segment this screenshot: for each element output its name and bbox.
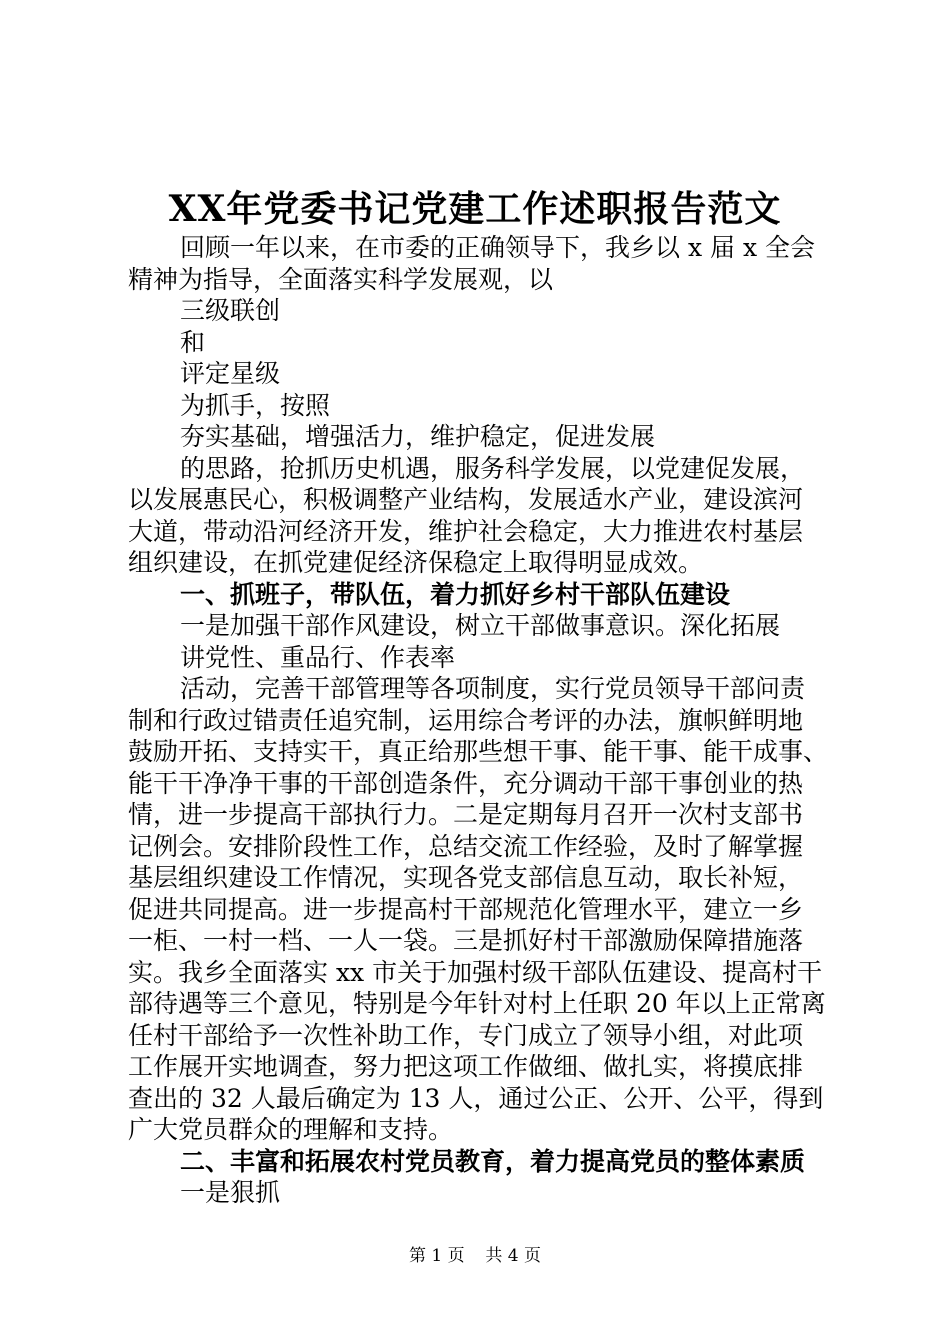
text-line: 讲党性、重品行、作表率 [180, 642, 456, 672]
text-line: 促进共同提高。进一步提高村干部规范化管理水平，建立一乡 [128, 894, 804, 924]
text-line: 制和行政过错责任追究制，运用综合考评的办法，旗帜鲜明地 [128, 705, 804, 735]
text-line: 任村干部给予一次性补助工作，专门成立了领导小组，对此项 [128, 1020, 804, 1050]
text-line: 夯实基础，增强活力，维护稳定，促进发展 [180, 422, 656, 451]
text-line: 查出的 32 人最后确定为 13 人，通过公正、公开、公平，得到 [128, 1083, 824, 1113]
text-line: 评定星级 [180, 359, 281, 388]
text-line: 活动，完善干部管理等各项制度，实行党员领导干部问责 [180, 674, 806, 703]
text-line: 能干干净净干事的干部创造条件，充分调动干部干事创业的热 [128, 768, 804, 798]
text-line: 一柜、一村一档、一人一袋。三是抓好村干部激励保障措施落 [128, 926, 804, 955]
document-body [128, 232, 848, 1209]
section-heading: 二、丰富和拓展农村党员教育，着力提高党员的整体素质 [180, 1146, 806, 1176]
section-heading: 一、抓班子，带队伍，着力抓好乡村干部队伍建设 [180, 579, 731, 609]
text-line: 一是加强干部作风建设，树立干部做事意识。深化拓展 [180, 611, 781, 640]
text-line: 情，进一步提高干部执行力。二是定期每月召开一次村支部书 [128, 800, 804, 829]
text-line: 鼓励开拓、支持实干，真正给那些想干事、能干事、能干成事、 [128, 737, 829, 766]
text-line: 大道，带动沿河经济开发，维护社会稳定，大力推进农村基层 [128, 516, 804, 546]
text-line: 以发展惠民心，积极调整产业结构，发展适水产业，建设滨河 [128, 485, 804, 514]
text-line: 一是狠抓 [180, 1178, 281, 1207]
text-line: 记例会。安排阶段性工作，总结交流工作经验，及时了解掌握 [128, 831, 804, 861]
text-line: 回顾一年以来，在市委的正确领导下，我乡以 x 届 x 全会 [180, 233, 815, 262]
text-line: 三级联创 [180, 296, 281, 325]
text-line: 实。我乡全面落实 xx 市关于加强村级干部队伍建设、提高村干 [128, 957, 823, 987]
page-footer [0, 1244, 950, 1268]
document-title: XX年党委书记党建工作述职报告范文 [168, 188, 782, 230]
text-line: 精神为指导，全面落实科学发展观，以 [128, 264, 554, 294]
text-line: 部待遇等三个意见，特别是今年针对村上任职 20 年以上正常离 [128, 989, 826, 1018]
text-line: 为抓手，按照 [180, 390, 331, 420]
text-line: 工作展开实地调查，努力把这项工作做细、做扎实，将摸底排 [128, 1052, 804, 1081]
text-line: 的思路，抢抓历史机遇，服务科学发展，以党建促发展， [180, 453, 806, 483]
page-number: 第 1 页 [408, 1246, 465, 1266]
page-total: 共 4 页 [485, 1246, 542, 1266]
text-line: 组织建设，在抓党建促经济保稳定上取得明显成效。 [128, 548, 704, 577]
text-line: 广大党员群众的理解和支持。 [128, 1115, 454, 1144]
text-line: 和 [180, 327, 206, 357]
text-line: 基层组织建设工作情况，实现各党支部信息互动，取长补短， [128, 863, 804, 892]
